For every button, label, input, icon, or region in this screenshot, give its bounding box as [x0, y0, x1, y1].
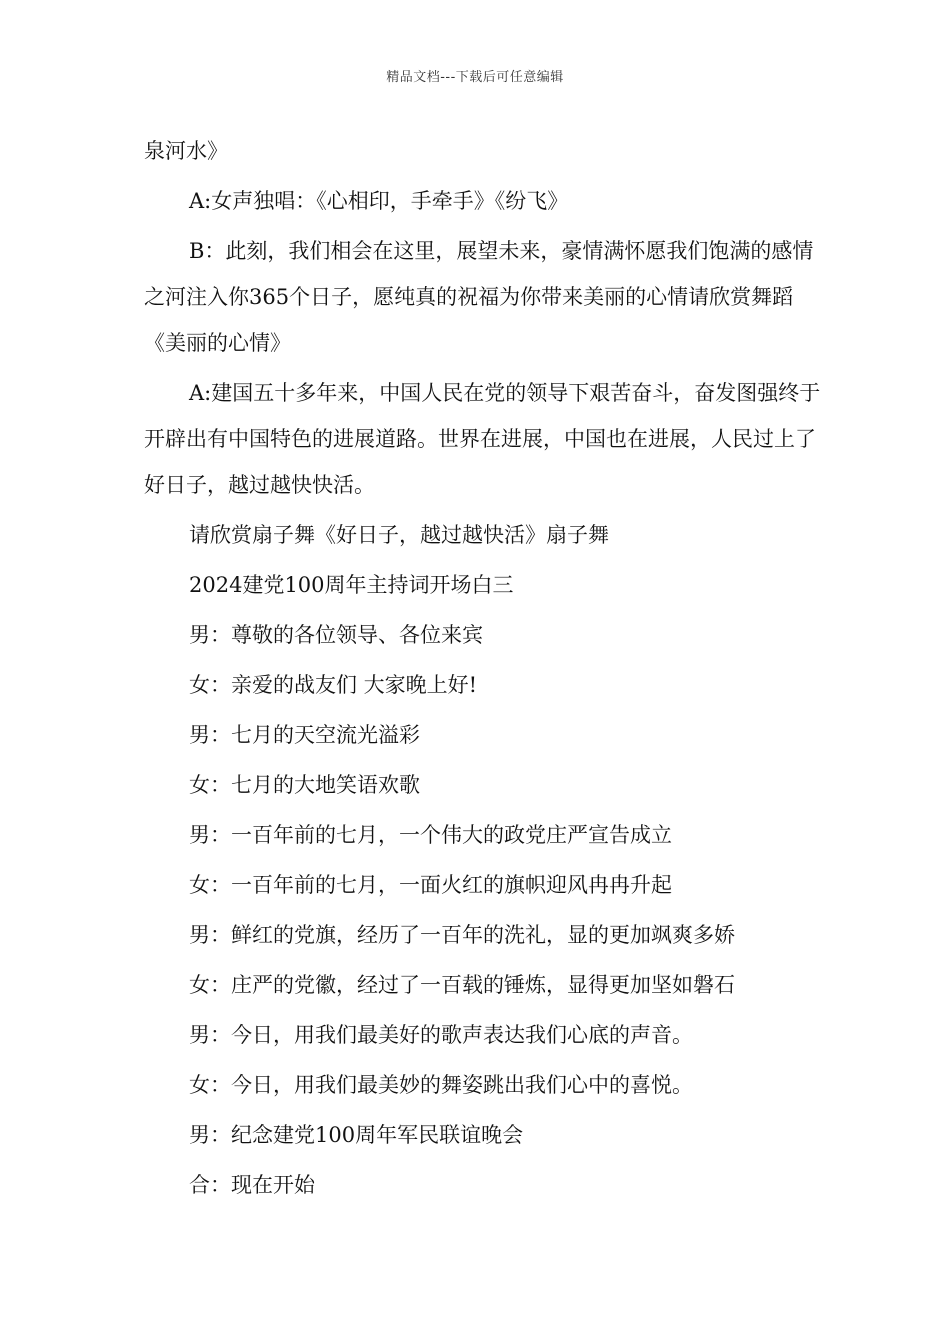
section-heading: 2024建党100周年主持词开场白三 — [189, 573, 514, 597]
dialogue-line: 男：七月的天空流光溢彩 — [189, 723, 420, 747]
dialogue-line: 女：亲爱的战友们 大家晚上好! — [189, 673, 478, 697]
paragraph-fan-dance: 请欣赏扇子舞《好日子，越过越快活》扇子舞 — [189, 523, 609, 547]
document-body — [144, 128, 824, 1208]
paragraph-host-a-nation: A:建国五十多年来，中国人民在党的领导下艰苦奋斗，奋发图强终于开辟出有中国特色的进展道路。世界在进展，中国也在进展，人民过上了好日子，越过越快快活。 — [144, 381, 821, 497]
dialogue-line: 女：庄严的党徽，经过了一百载的锤炼，显得更加坚如磐石 — [189, 973, 735, 997]
dialogue-line: 男：今日，用我们最美好的歌声表达我们心底的声音。 — [189, 1023, 693, 1047]
paragraph-female-solo: A:女声独唱：《心相印，手牵手》《纷飞》 — [189, 189, 569, 213]
dialogue-line: 男：尊敬的各位领导、各位来宾 — [189, 623, 483, 647]
dialogue-line: 女：一百年前的七月，一面火红的旗帜迎风冉冉升起 — [189, 873, 672, 897]
dialogue-line: 男：一百年前的七月，一个伟大的政党庄严宣告成立 — [189, 823, 672, 847]
paragraph-host-b-dance: B：此刻，我们相会在这里，展望未来，豪情满怀愿我们饱满的感情之河注入你365个日子，愿纯真的祝福为你带来美丽的心情请欣赏舞蹈《美丽的心情》 — [144, 239, 814, 355]
dialogue-line: 男：鲜红的党旗，经历了一百年的洗礼，显的更加飒爽多娇 — [189, 923, 735, 947]
dialogue-line: 女：七月的大地笑语欢歌 — [189, 773, 420, 797]
dialogue-line: 男：纪念建党100周年军民联谊晚会 — [189, 1123, 524, 1147]
page-header: 精品文档---下载后可任意编辑 — [386, 70, 564, 85]
paragraph-continued-title: 泉河水》 — [144, 139, 228, 163]
dialogue-line: 合：现在开始 — [189, 1173, 315, 1197]
dialogue-line: 女：今日，用我们最美妙的舞姿跳出我们心中的喜悦。 — [189, 1073, 693, 1097]
